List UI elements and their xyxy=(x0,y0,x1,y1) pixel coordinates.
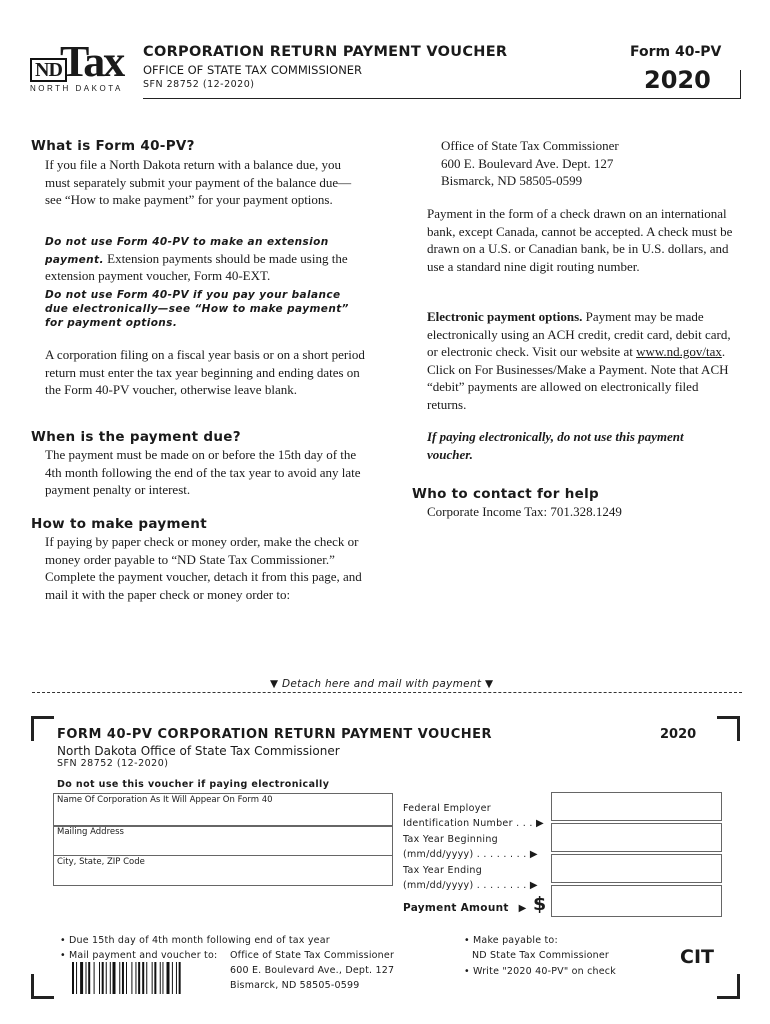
arrow-right-icon: ▶ xyxy=(529,849,538,860)
corner-mark-top-left xyxy=(31,716,54,741)
sfn-number: SFN 28752 (12-2020) xyxy=(143,79,255,90)
logo-tax: Tax xyxy=(60,37,124,86)
extension-warning-text: Extension payments should be made using the extension payment voucher, Form 40-EXT. xyxy=(45,250,348,283)
cit-code: CIT xyxy=(680,946,714,968)
what-heading: What is Form 40-PV? xyxy=(31,138,195,154)
payable-bullet-text: Make payable to: xyxy=(473,935,558,946)
form-number: Form 40-PV xyxy=(630,44,722,60)
end-label-line-2 xyxy=(403,878,538,893)
what-paragraph: If you file a North Dakota return with a balance due, you must separately submit your payment of the balance due—see “How to make payment” for your payment options. xyxy=(45,157,352,207)
voucher-year: 2020 xyxy=(660,727,697,742)
electronic-voucher-warning: If paying electronically, do not use this payment voucher. xyxy=(427,429,684,462)
end-label-text: (mm/dd/yyyy) . . . . . . . . xyxy=(403,880,527,891)
extension-warning-bold: Do not use Form 40-PV to make an extension payment. xyxy=(45,236,329,266)
mailing-address-field[interactable] xyxy=(53,825,393,856)
due-bullet: • Due 15th day of 4th month following end of tax year xyxy=(60,935,330,946)
electronic-text-1: Payment may be made electronically using an ACH credit, credit card, debit card, or electronic check. Visit our website at xyxy=(427,309,731,359)
begin-label-line-1: Tax Year Beginning xyxy=(403,834,498,845)
nd-tax-logo xyxy=(30,37,130,96)
contact-heading: Who to contact for help xyxy=(412,486,599,502)
tax-year-beginning-input[interactable] xyxy=(551,823,722,852)
form-year: 2020 xyxy=(644,66,711,94)
voucher-office: North Dakota Office of State Tax Commissioner xyxy=(57,744,340,758)
form-title: CORPORATION RETURN PAYMENT VOUCHER xyxy=(143,44,508,60)
mailing-address-label: Mailing Address xyxy=(57,827,124,837)
header-vertical-rule xyxy=(740,70,741,99)
logo-nd: ND xyxy=(30,58,67,82)
fein-label xyxy=(403,801,544,831)
fein-label-text: Identification Number . . . xyxy=(403,818,533,829)
fiscal-paragraph: A corporation filing on a fiscal year basis or on a short period return must enter the tax year beginning and ending dates on the Form 40-PV voucher, otherwise leave blank. xyxy=(45,347,365,397)
begin-label-text: (mm/dd/yyyy) . . . . . . . . xyxy=(403,849,527,860)
fein-label-line-2 xyxy=(403,816,544,831)
mail-bullet: • Mail payment and voucher to: xyxy=(60,950,218,961)
arrow-right-icon: ▶ xyxy=(529,880,538,891)
payment-amount-input[interactable] xyxy=(551,885,722,917)
address-line-2: 600 E. Boulevard Ave. Dept. 127 xyxy=(441,155,614,171)
barcode-icon xyxy=(72,962,227,994)
how-heading: How to make payment xyxy=(31,516,207,532)
write-bullet: • Write "2020 40-PV" on check xyxy=(464,966,616,977)
header-rule xyxy=(143,98,740,99)
detach-instruction: ▼ Detach here and mail with payment ▼ xyxy=(270,678,494,690)
mail-address-1: Office of State Tax Commissioner xyxy=(230,950,395,961)
corporation-name-label: Name Of Corporation As It Will Appear On Form 40 xyxy=(57,795,273,805)
tax-year-ending-input[interactable] xyxy=(551,854,722,883)
mail-address-2: 600 E. Boulevard Ave., Dept. 127 xyxy=(230,965,395,976)
begin-label-line-2 xyxy=(403,847,538,862)
mail-bullet-text: Mail payment and voucher to: xyxy=(69,950,218,961)
voucher-title: FORM 40-PV CORPORATION RETURN PAYMENT VOUCHER xyxy=(57,727,493,742)
tax-year-ending-label xyxy=(403,863,538,893)
logo-state: NORTH DAKOTA xyxy=(30,84,123,93)
voucher-mailing-address xyxy=(230,948,394,993)
mailing-address xyxy=(441,137,619,190)
mail-address-3: Bismarck, ND 58505-0599 xyxy=(230,980,360,991)
corporation-name-field[interactable] xyxy=(53,793,393,827)
end-label-line-1: Tax Year Ending xyxy=(403,865,483,876)
address-line-3: Bismarck, ND 58505-0599 xyxy=(441,173,583,188)
electronic-options-bold: Electronic payment options. xyxy=(427,309,583,324)
fein-input[interactable] xyxy=(551,792,722,821)
extension-warning xyxy=(45,232,365,285)
due-bullet-text: Due 15th day of 4th month following end of tax year xyxy=(69,935,330,946)
voucher-electronic-warning: Do not use this voucher if paying electronically xyxy=(57,779,330,790)
address-line-1: Office of State Tax Commissioner xyxy=(441,138,619,153)
payable-to: ND State Tax Commissioner xyxy=(472,950,610,961)
city-state-zip-field[interactable] xyxy=(53,855,393,886)
electronic-text-2: . Click on For Businesses/Make a Payment. Note that ACH “debit” payments are allowed on electronically filed returns. xyxy=(427,344,729,412)
electronic-warning: Do not use Form 40-PV if you pay your balance due electronically—see “How to make payment” for payment options. xyxy=(45,289,349,329)
arrow-right-icon: ▶ xyxy=(536,818,545,829)
tax-year-beginning-label xyxy=(403,832,538,862)
city-state-zip-label: City, State, ZIP Code xyxy=(57,857,145,867)
due-paragraph: The payment must be made on or before the 15th day of the 4th month following the end of the tax year to avoid any late payment penalty or interest. xyxy=(45,447,361,497)
corner-mark-bottom-right xyxy=(717,974,740,999)
website-link[interactable]: www.nd.gov/tax xyxy=(636,344,722,359)
corner-mark-top-right xyxy=(717,716,740,741)
detach-line xyxy=(32,692,742,693)
write-bullet-text: Write "2020 40-PV" on check xyxy=(473,966,616,977)
office-name: OFFICE OF STATE TAX COMMISSIONER xyxy=(143,63,363,77)
fein-label-line-1: Federal Employer xyxy=(403,803,491,814)
payment-amount-label xyxy=(403,902,527,914)
arrow-right-icon: ▶ xyxy=(518,903,527,914)
check-paragraph: Payment in the form of a check drawn on an international bank, except Canada, cannot be accepted. A check must be drawn on a U.S. or Canadian bank, be in U.S. dollars, and use a standard nine digit routing number. xyxy=(427,206,733,274)
dollar-sign: $ xyxy=(533,893,547,915)
due-heading: When is the payment due? xyxy=(31,429,241,445)
voucher-sfn: SFN 28752 (12-2020) xyxy=(57,758,169,769)
corner-mark-bottom-left xyxy=(31,974,54,999)
electronic-paragraph xyxy=(427,308,739,413)
contact-paragraph: Corporate Income Tax: 701.328.1249 xyxy=(427,504,622,519)
how-paragraph: If paying by paper check or money order, make the check or money order payable to “ND State Tax Commissioner.” Complete the payment voucher, detach it from this page, and mail it with the paper check or money order to: xyxy=(45,534,362,602)
payable-bullet: • Make payable to: ND State Tax Commissioner xyxy=(464,935,610,961)
payment-amount-text: Payment Amount xyxy=(403,902,509,914)
